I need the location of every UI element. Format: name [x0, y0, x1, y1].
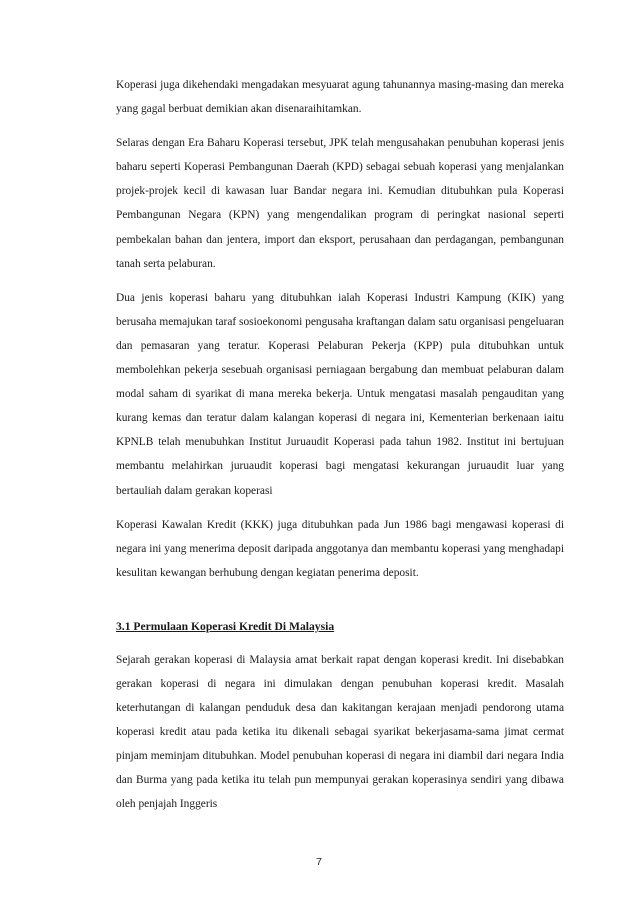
- section-heading: 3.1 Permulaan Koperasi Kredit Di Malaysia: [116, 619, 335, 633]
- paragraph-credit-cooperative-history: Sejarah gerakan koperasi di Malaysia amat berkait rapat dengan koperasi kredit. Ini disebabkan gerakan koperasi di negara ini dimulakan dengan penubuhan koperasi kredit. Masalah keterhutangan di kalangan penduduk desa dan kakitangan kerajaan menjadi pendorong utama koperasi kredit atau pada ketika itu dikenali sebagai syarikat bekerjasama-sama jimat cermat pinjam meminjam ditubuhkan. Model penubuhan koperasi di negara ini diambil dari negara India dan Burma yang pada ketika itu telah pun mempunyai gerakan koperasinya sendiri yang dibawa oleh penjajah Inggeris: [116, 653, 564, 811]
- paragraph-new-cooperative-types: Selaras dengan Era Baharu Koperasi tersebut, JPK telah mengusahakan penubuhan koperasi jenis baharu seperti Koperasi Pembangunan Daerah (KPD) sebagai sebuah koperasi yang menjalankan projek-projek kecil di kawasan luar Bandar negara ini. Kemudian ditubuhkan pula Koperasi Pembangunan Negara (KPN) yang mengendalikan program di peringkat nasional seperti pembekalan bahan dan jentera, import dan eksport, perusahaan dan perdagangan, pembangunan tanah serta pelaburan.: [116, 137, 564, 270]
- page-number: 7: [316, 856, 322, 868]
- paragraph-agm-requirement: Koperasi juga dikehendaki mengadakan mesyuarat agung tahunannya masing-masing dan mereka yang gagal berbuat demikian akan disenaraihitamkan.: [116, 79, 564, 116]
- page-body: [116, 73, 564, 827]
- paragraph-credit-control-cooperative: Koperasi Kawalan Kredit (KKK) juga ditubuhkan pada Jun 1986 bagi mengawasi koperasi di negara ini yang menerima deposit daripada anggotanya dan membantu koperasi yang menghadapi kesulitan kewangan berhubung dengan kegiatan penerima deposit.: [116, 518, 564, 579]
- paragraph-kik-kpp-auditor-institute: Dua jenis koperasi baharu yang ditubuhkan ialah Koperasi Industri Kampung (KIK) yang berusaha memajukan taraf sosioekonomi pengusaha kraftangan dalam satu organisasi pengeluaran dan pemasaran yang teratur. Koperasi Pelaburan Pekerja (KPP) pula ditubuhkan untuk membolehkan pekerja sesebuah organisasi perniagaan bergabung dan membuat pelaburan dalam modal saham di syarikat di mana mereka bekerja. Untuk mengatasi masalah pengauditan yang kurang kemas dan teratur dalam kalangan koperasi di negara ini, Kementerian berkenaan iaitu KPNLB telah menubuhkan Institut Juruaudit Koperasi pada tahun 1982. Institut ini bertujuan membantu melahirkan juruaudit koperasi bagi mengatasi kekurangan juruaudit luar yang bertauliah dalam gerakan koperasi: [116, 291, 564, 497]
